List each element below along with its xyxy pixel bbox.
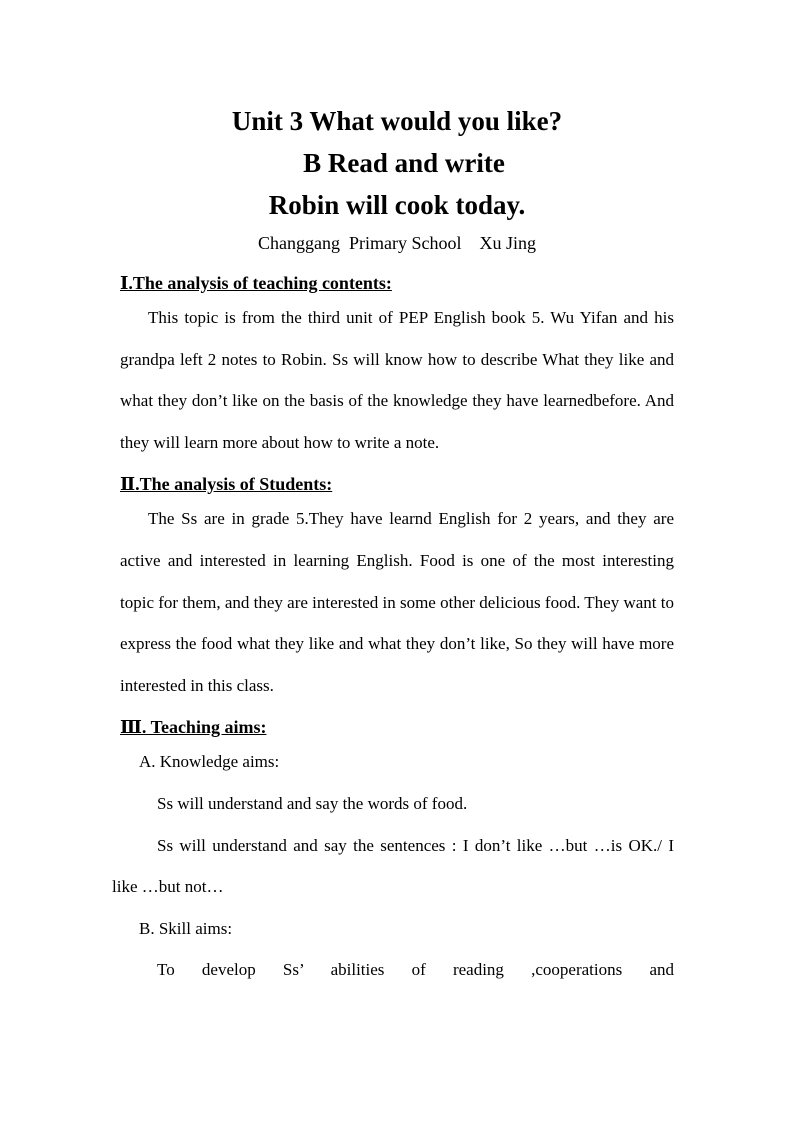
lesson-subtitle: Robin will cook today. (268, 190, 526, 220)
unit-title: Unit 3 What would you like? (231, 106, 563, 136)
paragraph-students: The Ss are in grade 5.They have learnd English for 2 years, and they are active and interested in learning English. Food is one of the most interesting topic for them, and they are interested in some other delicious food. They want to express the food what they like and what they don’t like, So they will have more interested in this class. (120, 509, 674, 695)
paragraph-contents: This topic is from the third unit of PEP English book 5. Wu Yifan and his grandpa left 2 notes to Robin. Ss will know how to describe What they like and what they don’t like on the basis of the knowledge they have learnedbefore. And they will learn more about how to write a note. (120, 308, 674, 452)
knowledge-aim-item: Ss will understand and say the sentences : I don’t like …but …is OK./ I like …but not… (112, 835, 674, 897)
section-heading-contents: Ⅰ.The analysis of teaching contents: (120, 273, 392, 293)
skill-aims-label: B. Skill aims: (139, 918, 233, 938)
knowledge-aims-label: A. Knowledge aims: (139, 752, 280, 772)
lesson-title: B Read and write (303, 148, 505, 178)
skill-aim-item: To develop Ss’ abilities of reading ,cooperations and (157, 960, 674, 980)
knowledge-aim-item: Ss will understand and say the words of food. (157, 793, 468, 813)
document-body (112, 270, 674, 991)
section-heading-aims: Ⅲ. Teaching aims: (120, 717, 267, 738)
title-block (0, 100, 794, 258)
section-heading-students: Ⅱ.The analysis of Students: (120, 474, 333, 495)
author-line: Changgang Primary School Xu Jing (258, 233, 536, 253)
